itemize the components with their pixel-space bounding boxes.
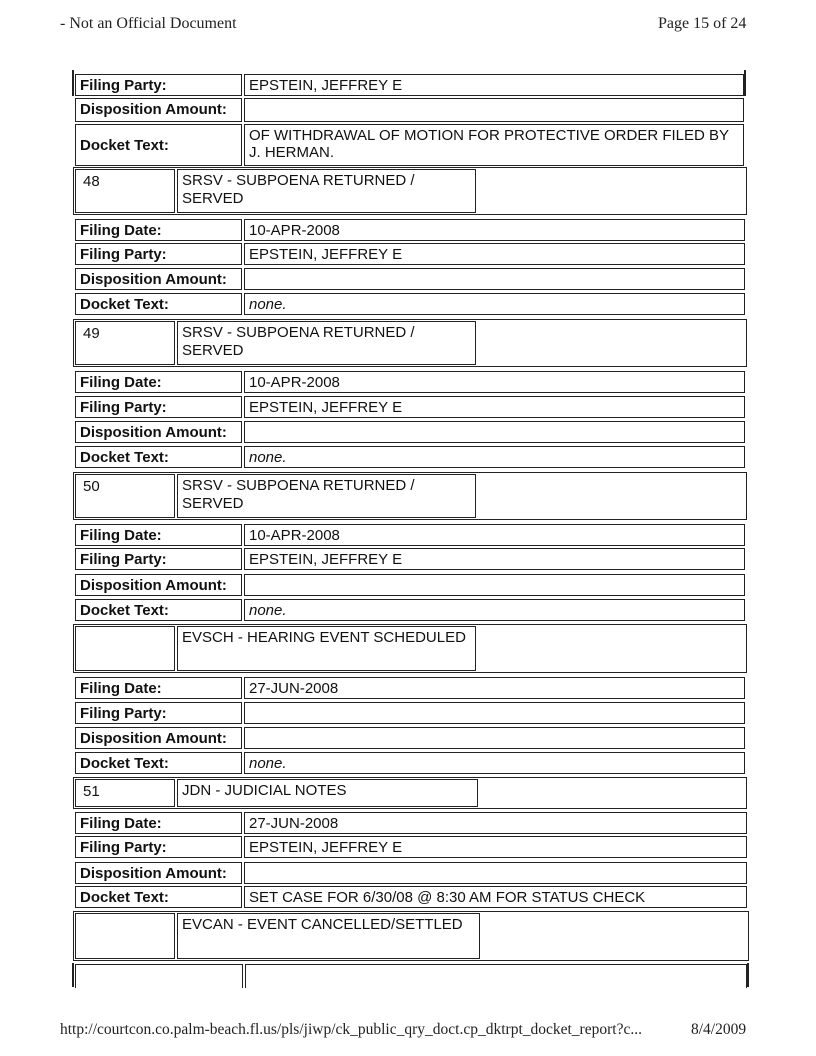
- disposition-amount-value: [244, 98, 744, 122]
- filing-date-label: Filing Date:: [75, 371, 242, 393]
- partial-row-label: [75, 964, 243, 988]
- disposition-amount-value: [244, 574, 745, 596]
- filing-party-label: Filing Party:: [75, 243, 242, 265]
- filing-date-label: Filing Date:: [75, 812, 242, 834]
- docket-text-label: Docket Text:: [75, 124, 242, 166]
- right-border: [747, 963, 749, 987]
- docket-text-value: none.: [244, 293, 745, 315]
- filing-date-value: 10-APR-2008: [244, 219, 745, 241]
- right-border: [744, 70, 746, 96]
- filing-party-label: Filing Party:: [75, 548, 242, 570]
- page-header-title: - Not an Official Document: [60, 15, 237, 32]
- disposition-amount-value: [244, 268, 745, 290]
- disposition-amount-label: Disposition Amount:: [75, 727, 242, 749]
- disposition-amount-label: Disposition Amount:: [75, 862, 242, 884]
- partial-row-value: [245, 964, 747, 988]
- disposition-amount-label: Disposition Amount:: [75, 268, 242, 290]
- filing-party-value: EPSTEIN, JEFFREY E: [244, 396, 745, 418]
- entry-number: 49: [75, 321, 175, 365]
- docket-text-label: Docket Text:: [75, 886, 242, 908]
- filing-party-value: [244, 702, 745, 724]
- disposition-amount-label: Disposition Amount:: [75, 421, 242, 443]
- docket-text-value: none.: [244, 752, 745, 774]
- entry-code: SRSV - SUBPOENA RETURNED / SERVED: [177, 169, 476, 213]
- docket-text-label: Docket Text:: [75, 752, 242, 774]
- docket-text-label: Docket Text:: [75, 446, 242, 468]
- filing-date-value: 27-JUN-2008: [244, 812, 747, 834]
- filing-date-value: 27-JUN-2008: [244, 677, 745, 699]
- filing-party-label: Filing Party:: [75, 74, 242, 96]
- docket-text-value: none.: [244, 446, 745, 468]
- entry-number: [75, 913, 175, 959]
- footer-url: http://courtcon.co.palm-beach.fl.us/pls/jiwp/ck_public_qry_doct.cp_dktrpt_docket_report?c...: [60, 1021, 642, 1038]
- entry-code: EVCAN - EVENT CANCELLED/SETTLED: [177, 913, 480, 959]
- page-number: Page 15 of 24: [658, 15, 747, 32]
- filing-party-label: Filing Party:: [75, 702, 242, 724]
- disposition-amount-value: [244, 862, 747, 884]
- entry-code: SRSV - SUBPOENA RETURNED / SERVED: [177, 321, 476, 365]
- disposition-amount-value: [244, 421, 745, 443]
- filing-party-label: Filing Party:: [75, 836, 242, 858]
- docket-text-value: SET CASE FOR 6/30/08 @ 8:30 AM FOR STATUS CHECK: [244, 886, 747, 908]
- filing-date-label: Filing Date:: [75, 677, 242, 699]
- entry-number: 48: [75, 169, 175, 213]
- docket-text-label: Docket Text:: [75, 293, 242, 315]
- entry-code: JDN - JUDICIAL NOTES: [177, 779, 478, 807]
- filing-party-label: Filing Party:: [75, 396, 242, 418]
- disposition-amount-label: Disposition Amount:: [75, 98, 242, 122]
- entry-number: 50: [75, 474, 175, 518]
- entry-code: SRSV - SUBPOENA RETURNED / SERVED: [177, 474, 476, 518]
- left-border: [72, 70, 74, 96]
- entry-number: 51: [75, 779, 175, 807]
- docket-text-value: OF WITHDRAWAL OF MOTION FOR PROTECTIVE ORDER FILED BY J. HERMAN.: [244, 124, 744, 166]
- filing-party-value: EPSTEIN, JEFFREY E: [244, 548, 745, 570]
- entry-number: [75, 626, 175, 671]
- filing-date-value: 10-APR-2008: [244, 524, 745, 546]
- entry-code: EVSCH - HEARING EVENT SCHEDULED: [177, 626, 476, 671]
- docket-text-label: Docket Text:: [75, 599, 242, 621]
- filing-party-value: EPSTEIN, JEFFREY E: [244, 836, 747, 858]
- disposition-amount-value: [244, 727, 745, 749]
- left-border: [72, 963, 74, 987]
- filing-date-label: Filing Date:: [75, 524, 242, 546]
- docket-text-value: none.: [244, 599, 745, 621]
- filing-party-value: EPSTEIN, JEFFREY E: [244, 74, 744, 96]
- footer-date: 8/4/2009: [691, 1021, 747, 1038]
- filing-date-label: Filing Date:: [75, 219, 242, 241]
- filing-date-value: 10-APR-2008: [244, 371, 745, 393]
- filing-party-value: EPSTEIN, JEFFREY E: [244, 243, 745, 265]
- disposition-amount-label: Disposition Amount:: [75, 574, 242, 596]
